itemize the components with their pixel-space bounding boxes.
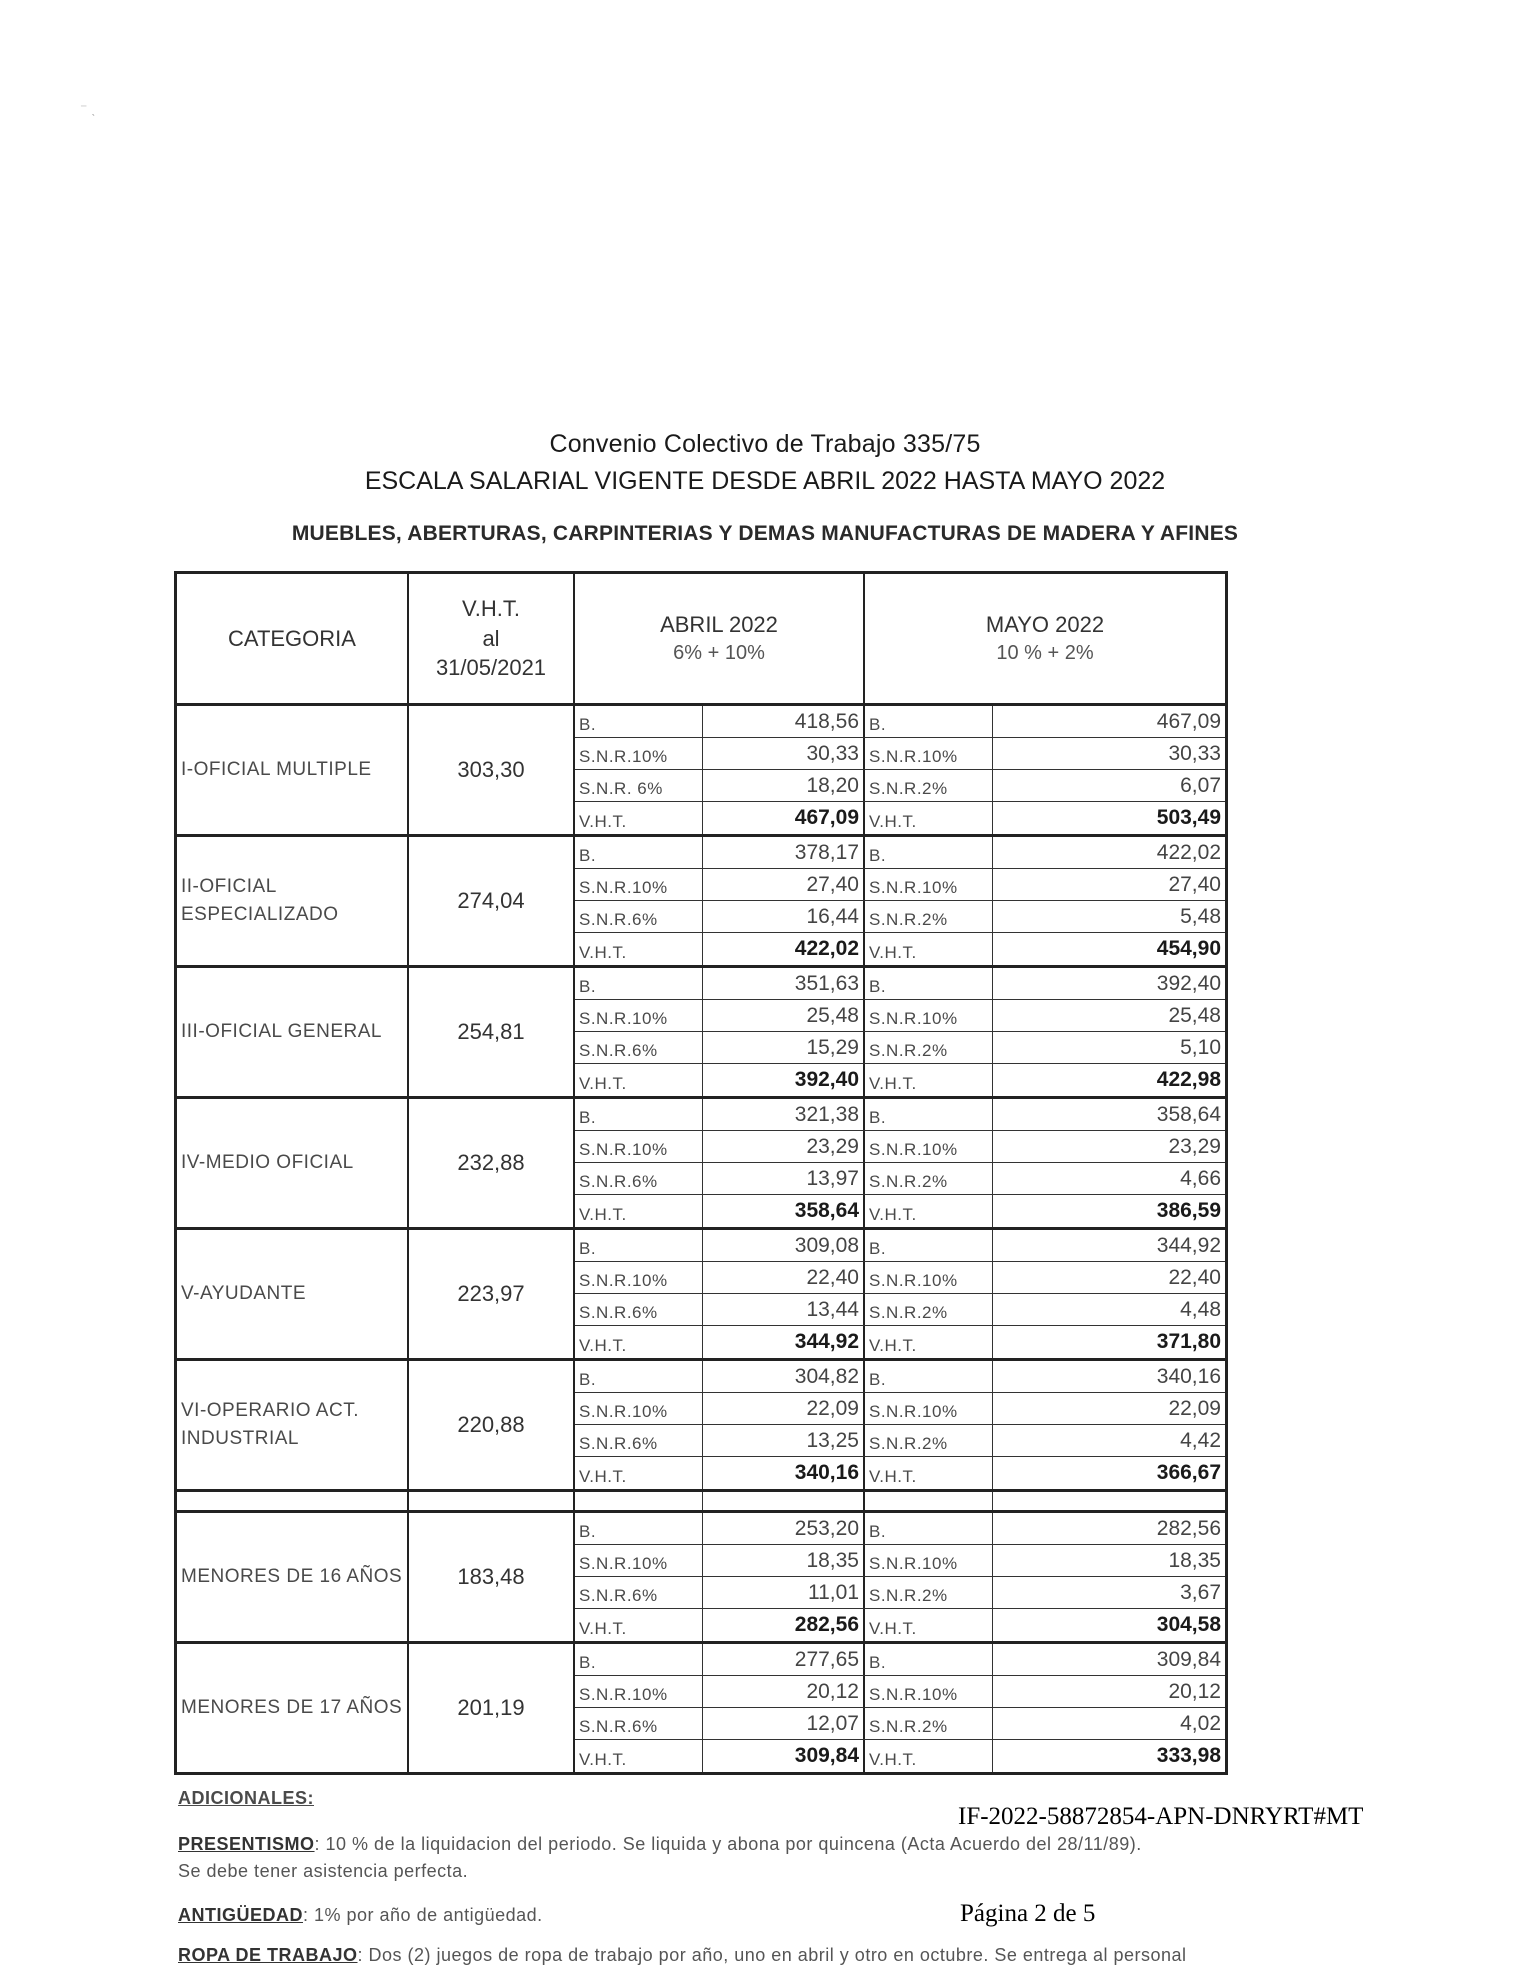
mayo-concept-label: V.H.T. xyxy=(865,1326,993,1358)
mayo-concept-label: B. xyxy=(865,837,993,868)
base-vht-value: 254,81 xyxy=(409,968,575,1096)
category-lines xyxy=(575,1513,1225,1641)
mayo-amount: 3,67 xyxy=(1180,1580,1221,1604)
mayo-concept-label: S.N.R.2% xyxy=(865,1577,993,1608)
mayo-concept-label: S.N.R.10% xyxy=(865,1393,993,1424)
table-row xyxy=(575,1740,1225,1772)
abril-concept-label: S.N.R.10% xyxy=(575,1262,703,1293)
abril-amount: 12,07 xyxy=(703,1708,865,1739)
header-abril-pct: 6% + 10% xyxy=(673,641,765,664)
category-name xyxy=(177,837,409,965)
mayo-concept-label: B. xyxy=(865,706,993,737)
mayo-amount: 422,02 xyxy=(1156,840,1221,864)
abril-concept-label: S.N.R.10% xyxy=(575,1545,703,1576)
abril-concept-label: V.H.T. xyxy=(575,1326,703,1358)
abril-amount: 344,92 xyxy=(703,1326,865,1358)
abril-amount: 22,40 xyxy=(703,1262,865,1293)
mayo-concept-label: V.H.T. xyxy=(865,933,993,965)
abril-amount: 23,29 xyxy=(703,1131,865,1162)
abril-concept-label: S.N.R. 6% xyxy=(575,770,703,801)
mayo-amount: 333,98 xyxy=(1156,1744,1221,1767)
mayo-concept-label: S.N.R.2% xyxy=(865,1163,993,1194)
mayo-concept-label: V.H.T. xyxy=(865,1457,993,1489)
mayo-concept-label: B. xyxy=(865,1230,993,1261)
mayo-amount: 371,80 xyxy=(1156,1330,1221,1353)
mayo-amount: 6,07 xyxy=(1180,773,1221,797)
header-vht-line: V.H.T. xyxy=(462,595,520,621)
header-vht-line: 31/05/2021 xyxy=(435,655,547,681)
abril-amount: 25,48 xyxy=(703,1000,865,1031)
category-group xyxy=(177,1230,1225,1361)
table-row xyxy=(575,770,1225,802)
base-vht-value: 274,04 xyxy=(409,837,575,965)
table-row xyxy=(575,1326,1225,1358)
mayo-amount: 386,59 xyxy=(1156,1199,1221,1222)
mayo-amount: 20,12 xyxy=(1168,1679,1221,1703)
abril-concept-label: B. xyxy=(575,1644,703,1675)
mayo-concept-label: S.N.R.10% xyxy=(865,1000,993,1031)
table-row xyxy=(575,901,1225,933)
mayo-concept-label: S.N.R.10% xyxy=(865,1131,993,1162)
ropa-paragraph xyxy=(178,1945,1187,1966)
abril-concept-label: V.H.T. xyxy=(575,802,703,834)
abril-concept-label: B. xyxy=(575,837,703,868)
category-name-line: IV-MEDIO OFICIAL xyxy=(181,1152,354,1174)
abril-concept-label: S.N.R.10% xyxy=(575,1131,703,1162)
abril-concept-label: S.N.R.6% xyxy=(575,1425,703,1456)
category-lines xyxy=(575,968,1225,1096)
header-mayo-pct: 10 % + 2% xyxy=(996,641,1094,664)
abril-amount: 309,84 xyxy=(703,1740,865,1772)
document-subtitle: ESCALA SALARIAL VIGENTE DESDE ABRIL 2022 HASTA MAYO 2022 xyxy=(364,467,1166,495)
table-row xyxy=(575,1577,1225,1609)
mayo-amount: 340,16 xyxy=(1156,1364,1221,1388)
spacer-cell xyxy=(703,1492,865,1510)
mayo-amount: 304,58 xyxy=(1156,1613,1221,1636)
spacer-cell xyxy=(409,1492,575,1510)
spacer-cell xyxy=(177,1492,409,1510)
adicionales-heading: ADICIONALES: xyxy=(178,1788,314,1808)
abril-amount: 392,40 xyxy=(703,1064,865,1096)
category-name xyxy=(177,1099,409,1227)
category-name-line: MENORES DE 16 AÑOS xyxy=(181,1566,403,1588)
abril-amount: 13,44 xyxy=(703,1294,865,1325)
mayo-amount: 23,29 xyxy=(1168,1134,1221,1158)
abril-amount: 13,97 xyxy=(703,1163,865,1194)
table-row xyxy=(575,1195,1225,1227)
category-group xyxy=(177,1361,1225,1492)
category-group xyxy=(177,706,1225,837)
mayo-amount: 22,09 xyxy=(1168,1396,1221,1420)
abril-amount: 13,25 xyxy=(703,1425,865,1456)
mayo-amount: 358,64 xyxy=(1156,1102,1221,1126)
category-name xyxy=(177,706,409,834)
abril-concept-label: B. xyxy=(575,1099,703,1130)
presentismo-text: : 10 % de la liquidacion del periodo. Se liquida y abona por quincena (Acta Acuerdo del 28/11/89). xyxy=(314,1834,1142,1854)
category-lines xyxy=(575,1644,1225,1772)
header-abril xyxy=(575,574,865,703)
abril-amount: 22,09 xyxy=(703,1393,865,1424)
table-row xyxy=(575,1425,1225,1457)
abril-amount: 358,64 xyxy=(703,1195,865,1227)
mayo-concept-label: B. xyxy=(865,1513,993,1544)
abril-amount: 378,17 xyxy=(703,837,865,868)
table-row xyxy=(575,1032,1225,1064)
mayo-amount: 422,98 xyxy=(1156,1068,1221,1091)
abril-concept-label: S.N.R.10% xyxy=(575,738,703,769)
header-vht xyxy=(409,574,575,703)
table-row xyxy=(575,1099,1225,1131)
category-name-line: VI-OPERARIO ACT. xyxy=(181,1400,359,1422)
mayo-concept-label: S.N.R.10% xyxy=(865,1545,993,1576)
abril-amount: 321,38 xyxy=(703,1099,865,1130)
antiguedad-text: : 1% por año de antigüedad. xyxy=(303,1905,543,1925)
abril-amount: 20,12 xyxy=(703,1676,865,1707)
header-mayo xyxy=(865,574,1225,703)
mayo-amount: 392,40 xyxy=(1156,971,1221,995)
mayo-concept-label: S.N.R.10% xyxy=(865,738,993,769)
table-row xyxy=(575,1393,1225,1425)
mayo-amount: 18,35 xyxy=(1168,1548,1221,1572)
abril-amount: 340,16 xyxy=(703,1457,865,1489)
base-vht-value: 223,97 xyxy=(409,1230,575,1358)
table-row xyxy=(575,1644,1225,1676)
category-name xyxy=(177,1230,409,1358)
table-row xyxy=(575,869,1225,901)
mayo-amount: 5,48 xyxy=(1180,904,1221,928)
category-lines xyxy=(575,1230,1225,1358)
spacer-cell xyxy=(865,1492,993,1510)
abril-amount: 422,02 xyxy=(703,933,865,965)
category-name-line: MENORES DE 17 AÑOS xyxy=(181,1697,403,1719)
abril-concept-label: V.H.T. xyxy=(575,1195,703,1227)
scan-artifact: ⁻ ˎ xyxy=(80,100,96,116)
antiguedad-label: ANTIGÜEDAD xyxy=(178,1905,303,1925)
abril-amount: 16,44 xyxy=(703,901,865,932)
base-vht-value: 201,19 xyxy=(409,1644,575,1772)
ropa-text: : Dos (2) juegos de ropa de trabajo por año, uno en abril y otro en octubre. Se entrega al personal xyxy=(357,1945,1187,1965)
abril-amount: 351,63 xyxy=(703,968,865,999)
presentismo-label: PRESENTISMO xyxy=(178,1834,315,1854)
mayo-concept-label: B. xyxy=(865,1361,993,1392)
table-row xyxy=(575,1708,1225,1740)
table-spacer-row xyxy=(177,1492,1225,1513)
table-row xyxy=(575,706,1225,738)
category-group xyxy=(177,1513,1225,1644)
category-name xyxy=(177,1644,409,1772)
mayo-amount: 309,84 xyxy=(1156,1647,1221,1671)
base-vht-value: 303,30 xyxy=(409,706,575,834)
mayo-amount: 30,33 xyxy=(1168,741,1221,765)
salary-table xyxy=(174,571,1228,1775)
mayo-amount: 25,48 xyxy=(1168,1003,1221,1027)
mayo-concept-label: S.N.R.2% xyxy=(865,1294,993,1325)
table-row xyxy=(575,802,1225,834)
ropa-label: ROPA DE TRABAJO xyxy=(178,1945,358,1965)
mayo-amount: 5,10 xyxy=(1180,1035,1221,1059)
category-name-line: INDUSTRIAL xyxy=(181,1428,299,1449)
mayo-amount: 4,48 xyxy=(1180,1297,1221,1321)
mayo-amount: 27,40 xyxy=(1168,872,1221,896)
category-group xyxy=(177,837,1225,968)
category-group xyxy=(177,968,1225,1099)
mayo-amount: 4,42 xyxy=(1180,1428,1221,1452)
table-row xyxy=(575,837,1225,869)
abril-amount: 30,33 xyxy=(703,738,865,769)
abril-amount: 304,82 xyxy=(703,1361,865,1392)
header-categoria: CATEGORIA xyxy=(177,574,409,703)
category-name-line: II-OFICIAL xyxy=(181,876,277,898)
abril-amount: 282,56 xyxy=(703,1609,865,1641)
base-vht-value: 183,48 xyxy=(409,1513,575,1641)
mayo-concept-label: S.N.R.2% xyxy=(865,1032,993,1063)
table-row xyxy=(575,1513,1225,1545)
mayo-amount: 454,90 xyxy=(1156,937,1221,960)
category-name-line: ESPECIALIZADO xyxy=(181,904,339,925)
category-name-line: V-AYUDANTE xyxy=(181,1283,307,1305)
abril-concept-label: B. xyxy=(575,706,703,737)
abril-concept-label: B. xyxy=(575,968,703,999)
abril-amount: 11,01 xyxy=(703,1577,865,1608)
abril-concept-label: S.N.R.10% xyxy=(575,1000,703,1031)
abril-amount: 309,08 xyxy=(703,1230,865,1261)
mayo-amount: 22,40 xyxy=(1168,1265,1221,1289)
abril-amount: 18,20 xyxy=(703,770,865,801)
header-vht-line: al xyxy=(482,625,500,651)
table-row xyxy=(575,968,1225,1000)
mayo-concept-label: S.N.R.10% xyxy=(865,1676,993,1707)
table-row xyxy=(575,1545,1225,1577)
table-header xyxy=(177,574,1225,706)
category-name-line: III-OFICIAL GENERAL xyxy=(181,1021,382,1043)
abril-concept-label: S.N.R.6% xyxy=(575,1032,703,1063)
mayo-concept-label: V.H.T. xyxy=(865,1740,993,1772)
table-row xyxy=(575,1457,1225,1489)
abril-amount: 18,35 xyxy=(703,1545,865,1576)
mayo-amount: 467,09 xyxy=(1156,709,1221,733)
abril-amount: 277,65 xyxy=(703,1644,865,1675)
category-lines xyxy=(575,706,1225,834)
mayo-amount: 344,92 xyxy=(1156,1233,1221,1257)
category-group xyxy=(177,1099,1225,1230)
category-lines xyxy=(575,837,1225,965)
abril-amount: 27,40 xyxy=(703,869,865,900)
mayo-amount: 4,02 xyxy=(1180,1711,1221,1735)
mayo-concept-label: S.N.R.10% xyxy=(865,1262,993,1293)
abril-amount: 15,29 xyxy=(703,1032,865,1063)
mayo-concept-label: V.H.T. xyxy=(865,1609,993,1641)
abril-concept-label: V.H.T. xyxy=(575,1457,703,1489)
table-row xyxy=(575,1064,1225,1096)
table-row xyxy=(575,1294,1225,1326)
abril-concept-label: S.N.R.10% xyxy=(575,1393,703,1424)
mayo-concept-label: V.H.T. xyxy=(865,1064,993,1096)
presentismo-paragraph xyxy=(178,1831,1278,1885)
abril-concept-label: S.N.R.10% xyxy=(575,1676,703,1707)
abril-concept-label: S.N.R.6% xyxy=(575,1708,703,1739)
abril-concept-label: S.N.R.6% xyxy=(575,1294,703,1325)
table-row xyxy=(575,1230,1225,1262)
category-lines xyxy=(575,1361,1225,1489)
abril-amount: 418,56 xyxy=(703,706,865,737)
category-name xyxy=(177,968,409,1096)
abril-concept-label: B. xyxy=(575,1361,703,1392)
header-mayo-title: MAYO 2022 xyxy=(985,612,1105,638)
mayo-amount: 282,56 xyxy=(1156,1516,1221,1540)
table-row xyxy=(575,1163,1225,1195)
category-name xyxy=(177,1361,409,1489)
base-vht-value: 220,88 xyxy=(409,1361,575,1489)
abril-concept-label: V.H.T. xyxy=(575,1740,703,1772)
abril-concept-label: S.N.R.6% xyxy=(575,901,703,932)
mayo-concept-label: S.N.R.2% xyxy=(865,770,993,801)
spacer-cell xyxy=(575,1492,703,1510)
mayo-concept-label: V.H.T. xyxy=(865,802,993,834)
table-row xyxy=(575,738,1225,770)
mayo-concept-label: V.H.T. xyxy=(865,1195,993,1227)
table-row xyxy=(575,1676,1225,1708)
mayo-concept-label: S.N.R.2% xyxy=(865,1708,993,1739)
document-sector: MUEBLES, ABERTURAS, CARPINTERIAS Y DEMAS MANUFACTURAS DE MADERA Y AFINES xyxy=(291,522,1239,545)
abril-concept-label: V.H.T. xyxy=(575,1064,703,1096)
table-row xyxy=(575,933,1225,965)
presentismo-text-2: Se debe tener asistencia perfecta. xyxy=(178,1861,469,1881)
base-vht-value: 232,88 xyxy=(409,1099,575,1227)
abril-concept-label: B. xyxy=(575,1513,703,1544)
category-name xyxy=(177,1513,409,1641)
abril-concept-label: S.N.R.6% xyxy=(575,1577,703,1608)
mayo-amount: 366,67 xyxy=(1156,1461,1221,1484)
table-row xyxy=(575,1609,1225,1641)
table-row xyxy=(575,1131,1225,1163)
page-number: Página 2 de 5 xyxy=(960,1900,1096,1927)
mayo-amount: 4,66 xyxy=(1180,1166,1221,1190)
abril-concept-label: V.H.T. xyxy=(575,933,703,965)
mayo-concept-label: B. xyxy=(865,968,993,999)
category-lines xyxy=(575,1099,1225,1227)
antiguedad-paragraph xyxy=(178,1905,543,1926)
table-row xyxy=(575,1000,1225,1032)
spacer-cell xyxy=(993,1492,1225,1510)
abril-concept-label: S.N.R.10% xyxy=(575,869,703,900)
table-body xyxy=(177,706,1225,1772)
mayo-concept-label: S.N.R.10% xyxy=(865,869,993,900)
abril-concept-label: V.H.T. xyxy=(575,1609,703,1641)
abril-concept-label: B. xyxy=(575,1230,703,1261)
category-group xyxy=(177,1644,1225,1772)
mayo-concept-label: B. xyxy=(865,1644,993,1675)
mayo-amount: 503,49 xyxy=(1156,806,1221,829)
category-name-line: I-OFICIAL MULTIPLE xyxy=(181,759,372,781)
document-title: Convenio Colectivo de Trabajo 335/75 xyxy=(549,430,981,458)
abril-concept-label: S.N.R.6% xyxy=(575,1163,703,1194)
mayo-concept-label: S.N.R.2% xyxy=(865,901,993,932)
abril-amount: 467,09 xyxy=(703,802,865,834)
header-abril-title: ABRIL 2022 xyxy=(660,612,778,638)
document-id: IF-2022-58872854-APN-DNRYRT#MT xyxy=(958,1803,1364,1830)
table-row xyxy=(575,1361,1225,1393)
mayo-concept-label: B. xyxy=(865,1099,993,1130)
table-row xyxy=(575,1262,1225,1294)
abril-amount: 253,20 xyxy=(703,1513,865,1544)
mayo-concept-label: S.N.R.2% xyxy=(865,1425,993,1456)
